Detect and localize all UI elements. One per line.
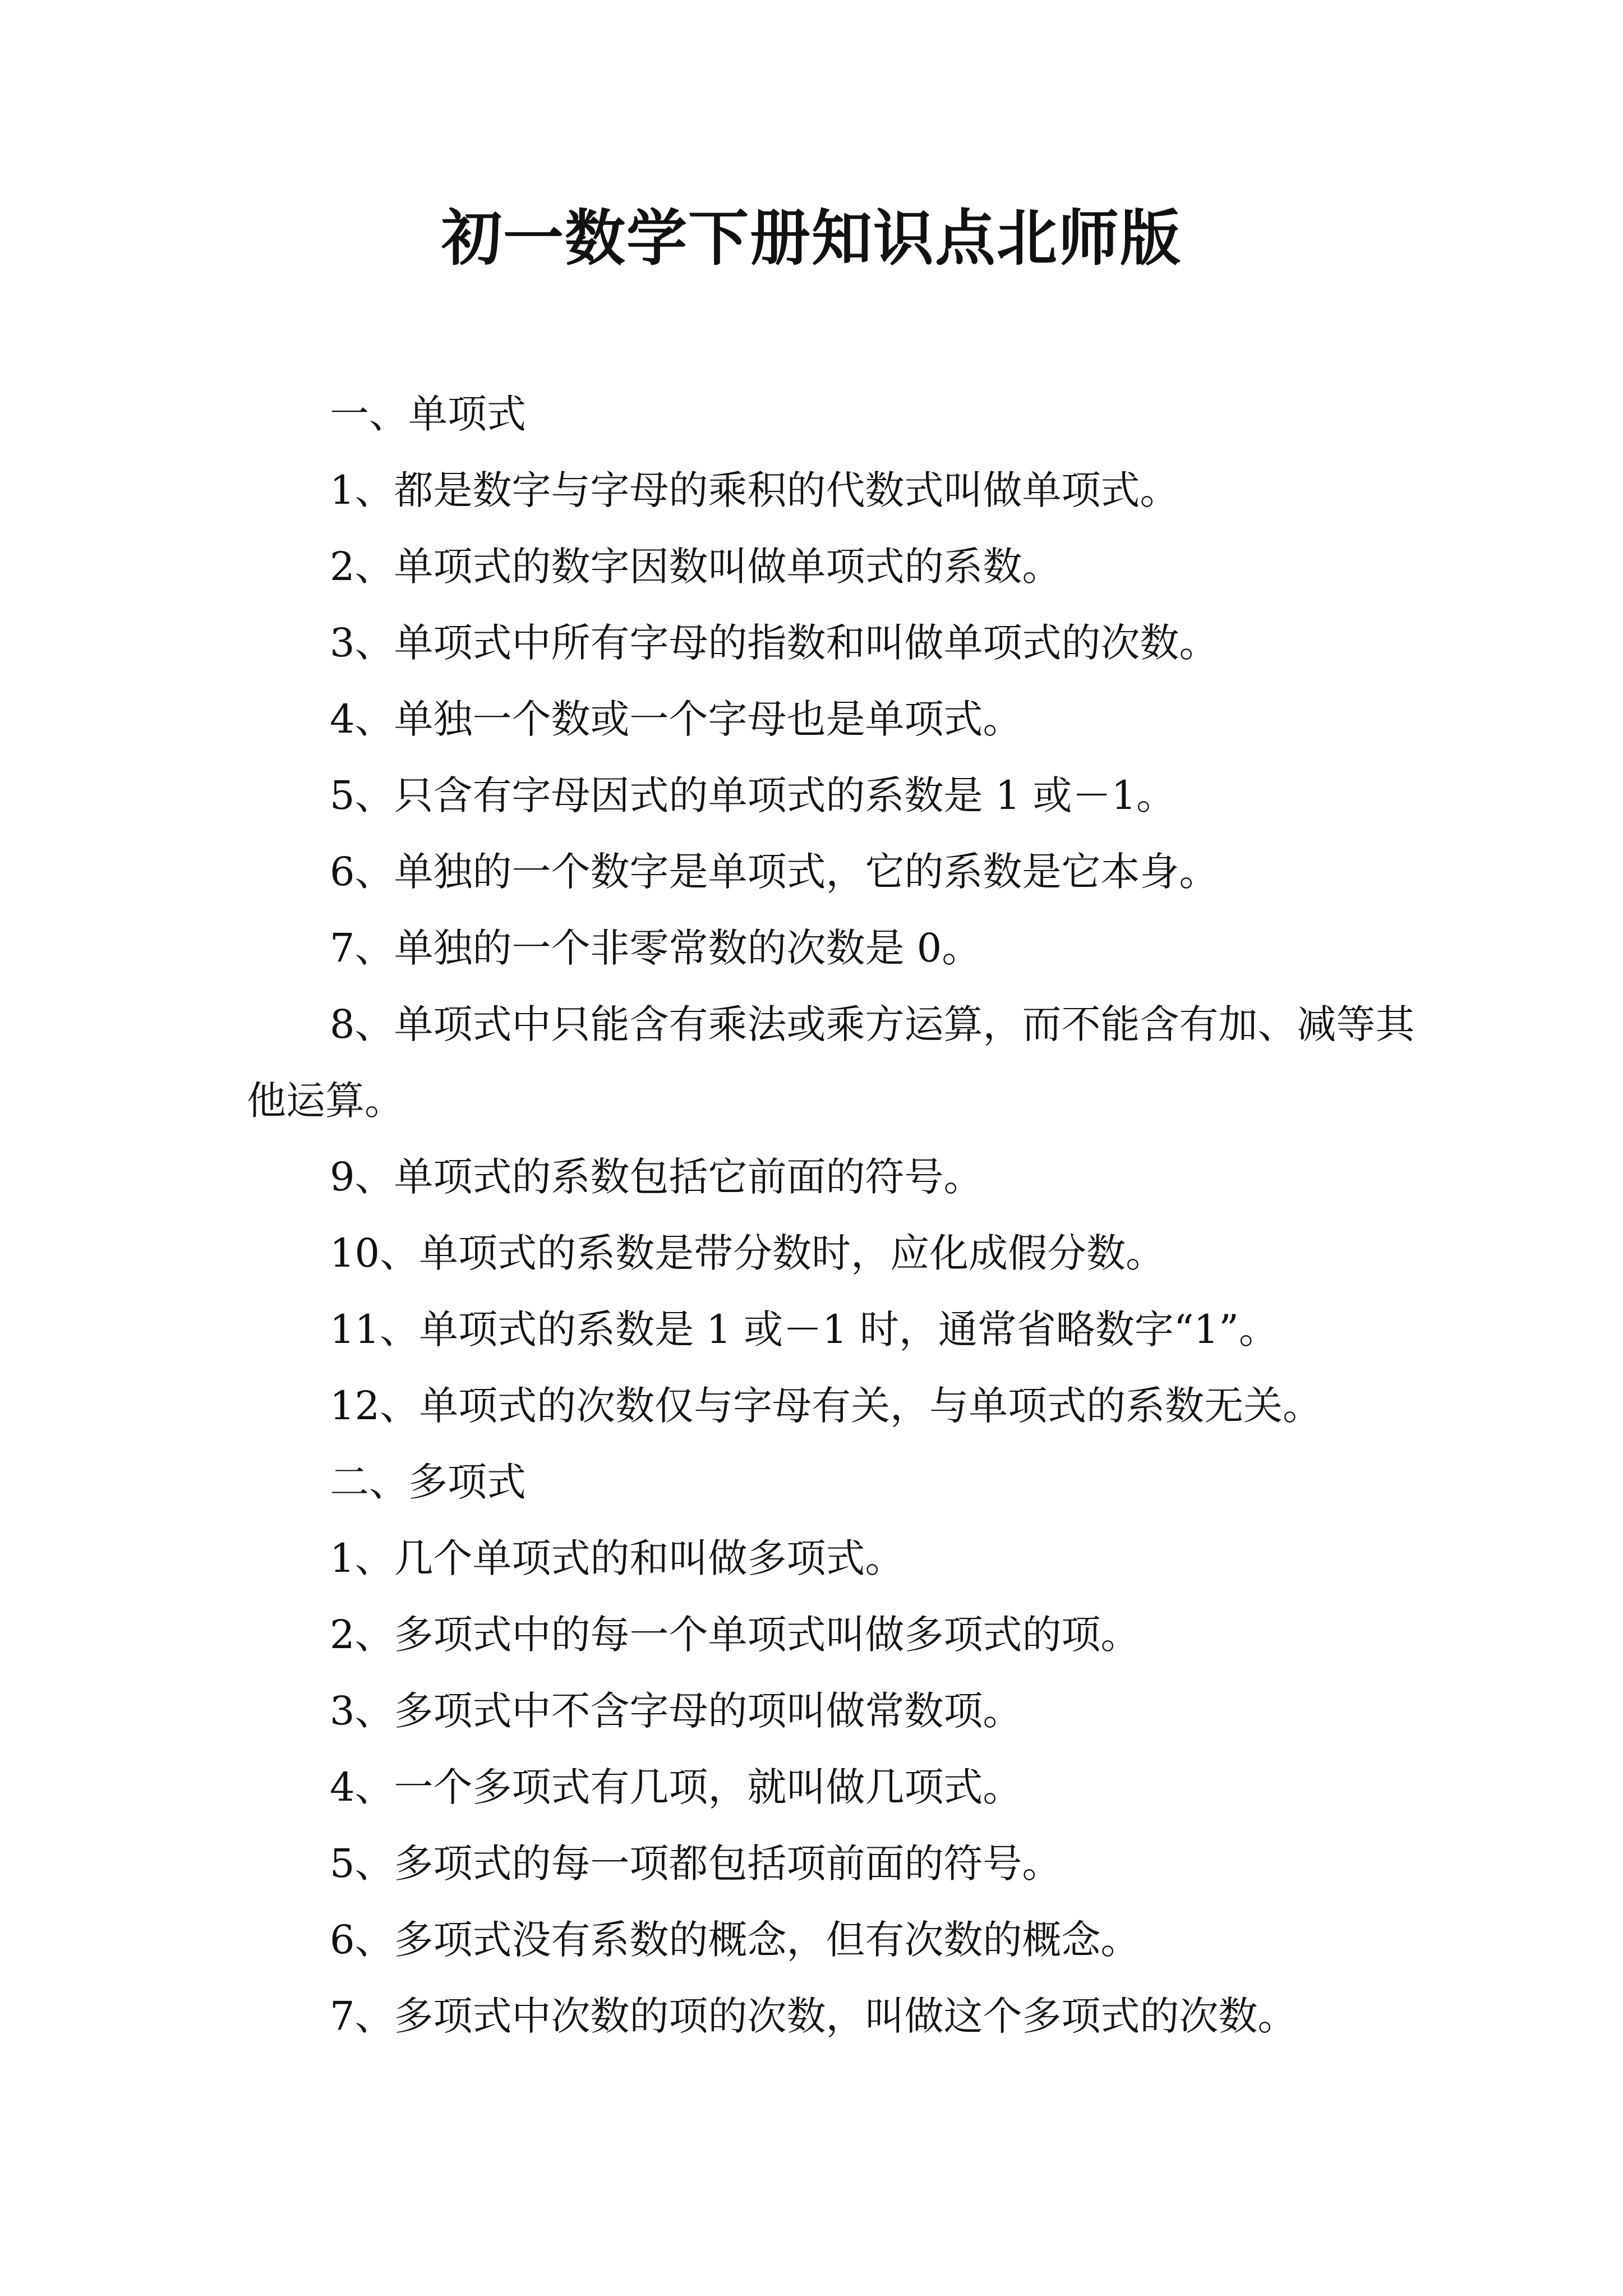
paragraph: 8、单项式中只能含有乘法或乘方运算，而不能含有加、减等其他运算。	[247, 1001, 1415, 1124]
paragraph: 12、单项式的次数仅与字母有关，与单项式的系数无关。	[330, 1383, 1322, 1429]
document-body	[247, 376, 1436, 2054]
paragraph: 3、单项式中所有字母的指数和叫做单项式的次数。	[330, 620, 1219, 666]
paragraph: 5、多项式的每一项都包括项前面的符号。	[330, 1841, 1062, 1887]
section-heading-monomial: 一、单项式	[330, 391, 526, 437]
paragraph: 4、一个多项式有几项，就叫做几项式。	[330, 1764, 1022, 1810]
paragraph: 4、单独一个数或一个字母也是单项式。	[330, 696, 1022, 742]
paragraph: 3、多项式中不含字母的项叫做常数项。	[330, 1688, 1022, 1734]
paragraph: 11、单项式的系数是 1 或－1 时，通常省略数字“1”。	[330, 1306, 1279, 1352]
paragraph: 6、单独的一个数字是单项式，它的系数是它本身。	[330, 849, 1219, 895]
section-heading-polynomial: 二、多项式	[330, 1459, 526, 1505]
paragraph: 9、单项式的系数包括它前面的符号。	[330, 1154, 983, 1200]
paragraph: 5、只含有字母因式的单项式的系数是 1 或－1。	[330, 772, 1176, 818]
paragraph: 6、多项式没有系数的概念，但有次数的概念。	[330, 1917, 1140, 1963]
paragraph: 2、单项式的数字因数叫做单项式的系数。	[330, 544, 1062, 590]
paragraph: 7、单独的一个非零常数的次数是 0。	[330, 925, 981, 971]
paragraph: 2、多项式中的每一个单项式叫做多项式的项。	[330, 1612, 1140, 1658]
paragraph: 10、单项式的系数是带分数时，应化成假分数。	[330, 1230, 1165, 1276]
document-title: 初一数学下册知识点北师版	[441, 203, 1182, 274]
paragraph: 7、多项式中次数的项的次数，叫做这个多项式的次数。	[330, 1993, 1297, 2039]
paragraph: 1、都是数字与字母的乘积的代数式叫做单项式。	[330, 467, 1179, 513]
paragraph: 1、几个单项式的和叫做多项式。	[330, 1535, 905, 1581]
